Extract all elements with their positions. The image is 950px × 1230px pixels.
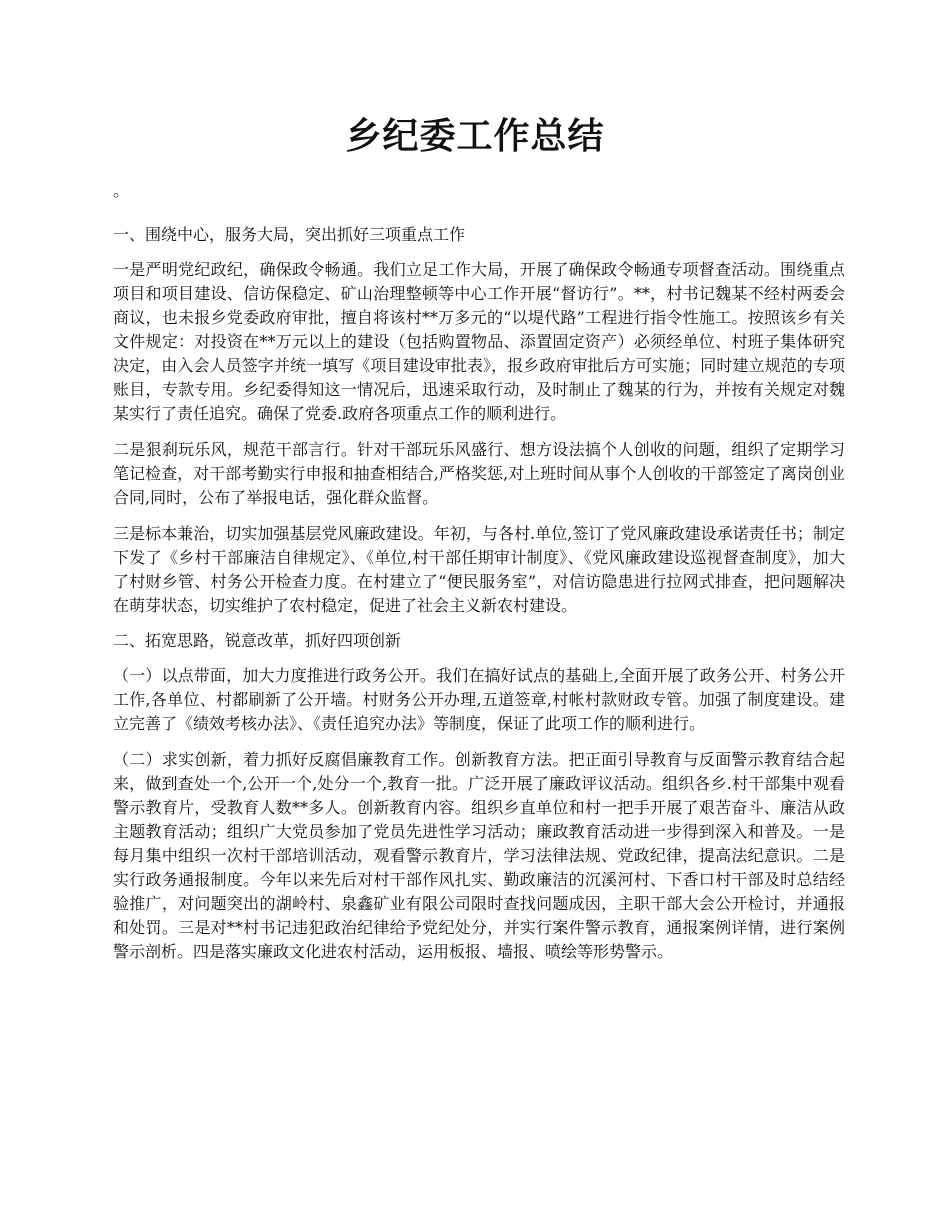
intro-mark: 。	[113, 181, 130, 200]
section-heading-1: 一、围绕中心，服务大局，突出抓好三项重点工作	[113, 225, 466, 244]
paragraph-1-3: 三是标本兼治，切实加强基层党风廉政建设。年初，与各村.单位,签订了党风廉政建设承诺责任书；制定下发了《乡村干部廉洁自律规定》、《单位,村干部任期审计制度》、《党风廉政建设巡视督查制度》，加大了村财乡管、村务公开检查力度。在村建立了“便民服务室”，对信访隐患进行拉网式排查，把问题解决在萌芽状态，切实维护了农村稳定，促进了社会主义新农村建设。	[113, 524, 845, 615]
document-title: 乡纪委工作总结	[345, 115, 605, 157]
section-heading-2: 二、拓宽思路，锐意改革，抓好四项创新	[113, 631, 402, 650]
paragraph-2-2: （二）求实创新，着力抓好反腐倡廉教育工作。创新教育方法。把正面引导教育与反面警示教育结合起来，做到查处一个,公开一个,处分一个,教育一批。广泛开展了廉政评议活动。组织各乡.村干部集中观看警示教育片，受教育人数**多人。创新教育内容。组织乡直单位和村一把手开展了艰苦奋斗、廉洁从政主题教育活动；组织广大党员参加了党员先进性学习活动；廉政教育活动进一步得到深入和普及。一是每月集中组织一次村干部培训活动，观看警示教育片，学习法律法规、党政纪律，提高法纪意识。二是实行政务通报制度。今年以来先后对村干部作风扎实、勤政廉洁的沉溪河村、下香口村干部及时总结经验推广，对问题突出的湖岭村、泉鑫矿业有限公司限时查找问题成因，主职干部大会公开检讨，并通报和处罚。三是对**村书记违犯政治纪律给予党纪处分，并实行案件警示教育，通报案例详情，进行案例警示剖析。四是落实廉政文化进农村活动，运用板报、墙报、喷绘等形势警示。	[113, 750, 845, 961]
document-body	[113, 180, 845, 976]
paragraph-1-1: 一是严明党纪政纪，确保政令畅通。我们立足工作大局，开展了确保政令畅通专项督查活动。围绕重点项目和项目建设、信访保稳定、矿山治理整顿等中心工作开展“督访行”。**，村书记魏某不经村两委会商议，也未报乡党委政府审批，擅自将该村**万多元的“以堤代路”工程进行指令性施工。按照该乡有关文件规定：对投资在**万元以上的建设（包括购置物品、添置固定资产）必须经单位、村班子集体研究决定，由入会人员签字并统一填写《项目建设审批表》，报乡政府审批后方可实施；同时建立规范的专项账目，专款专用。乡纪委得知这一情况后，迅速采取行动，及时制止了魏某的行为，并按有关规定对魏某实行了责任追究。确保了党委.政府各项重点工作的顺利进行。	[113, 260, 845, 423]
paragraph-1-2: 二是狠刹玩乐风，规范干部言行。针对干部玩乐风盛行、想方设法搞个人创收的问题，组织了定期学习笔记检查，对干部考勤实行申报和抽查相结合,严格奖惩,对上班时间从事个人创收的干部签定了离岗创业合同,同时，公布了举报电话，强化群众监督。	[113, 440, 845, 507]
paragraph-2-1: （一）以点带面，加大力度推进行政务公开。我们在搞好试点的基础上,全面开展了政务公开、村务公开工作,各单位、村都刷新了公开墙。村财务公开办理,五道签章,村帐村款财政专管。加强了制度建设。建立完善了《绩效考核办法》、《责任追究办法》等制度，保证了此项工作的顺利进行。	[113, 666, 845, 733]
